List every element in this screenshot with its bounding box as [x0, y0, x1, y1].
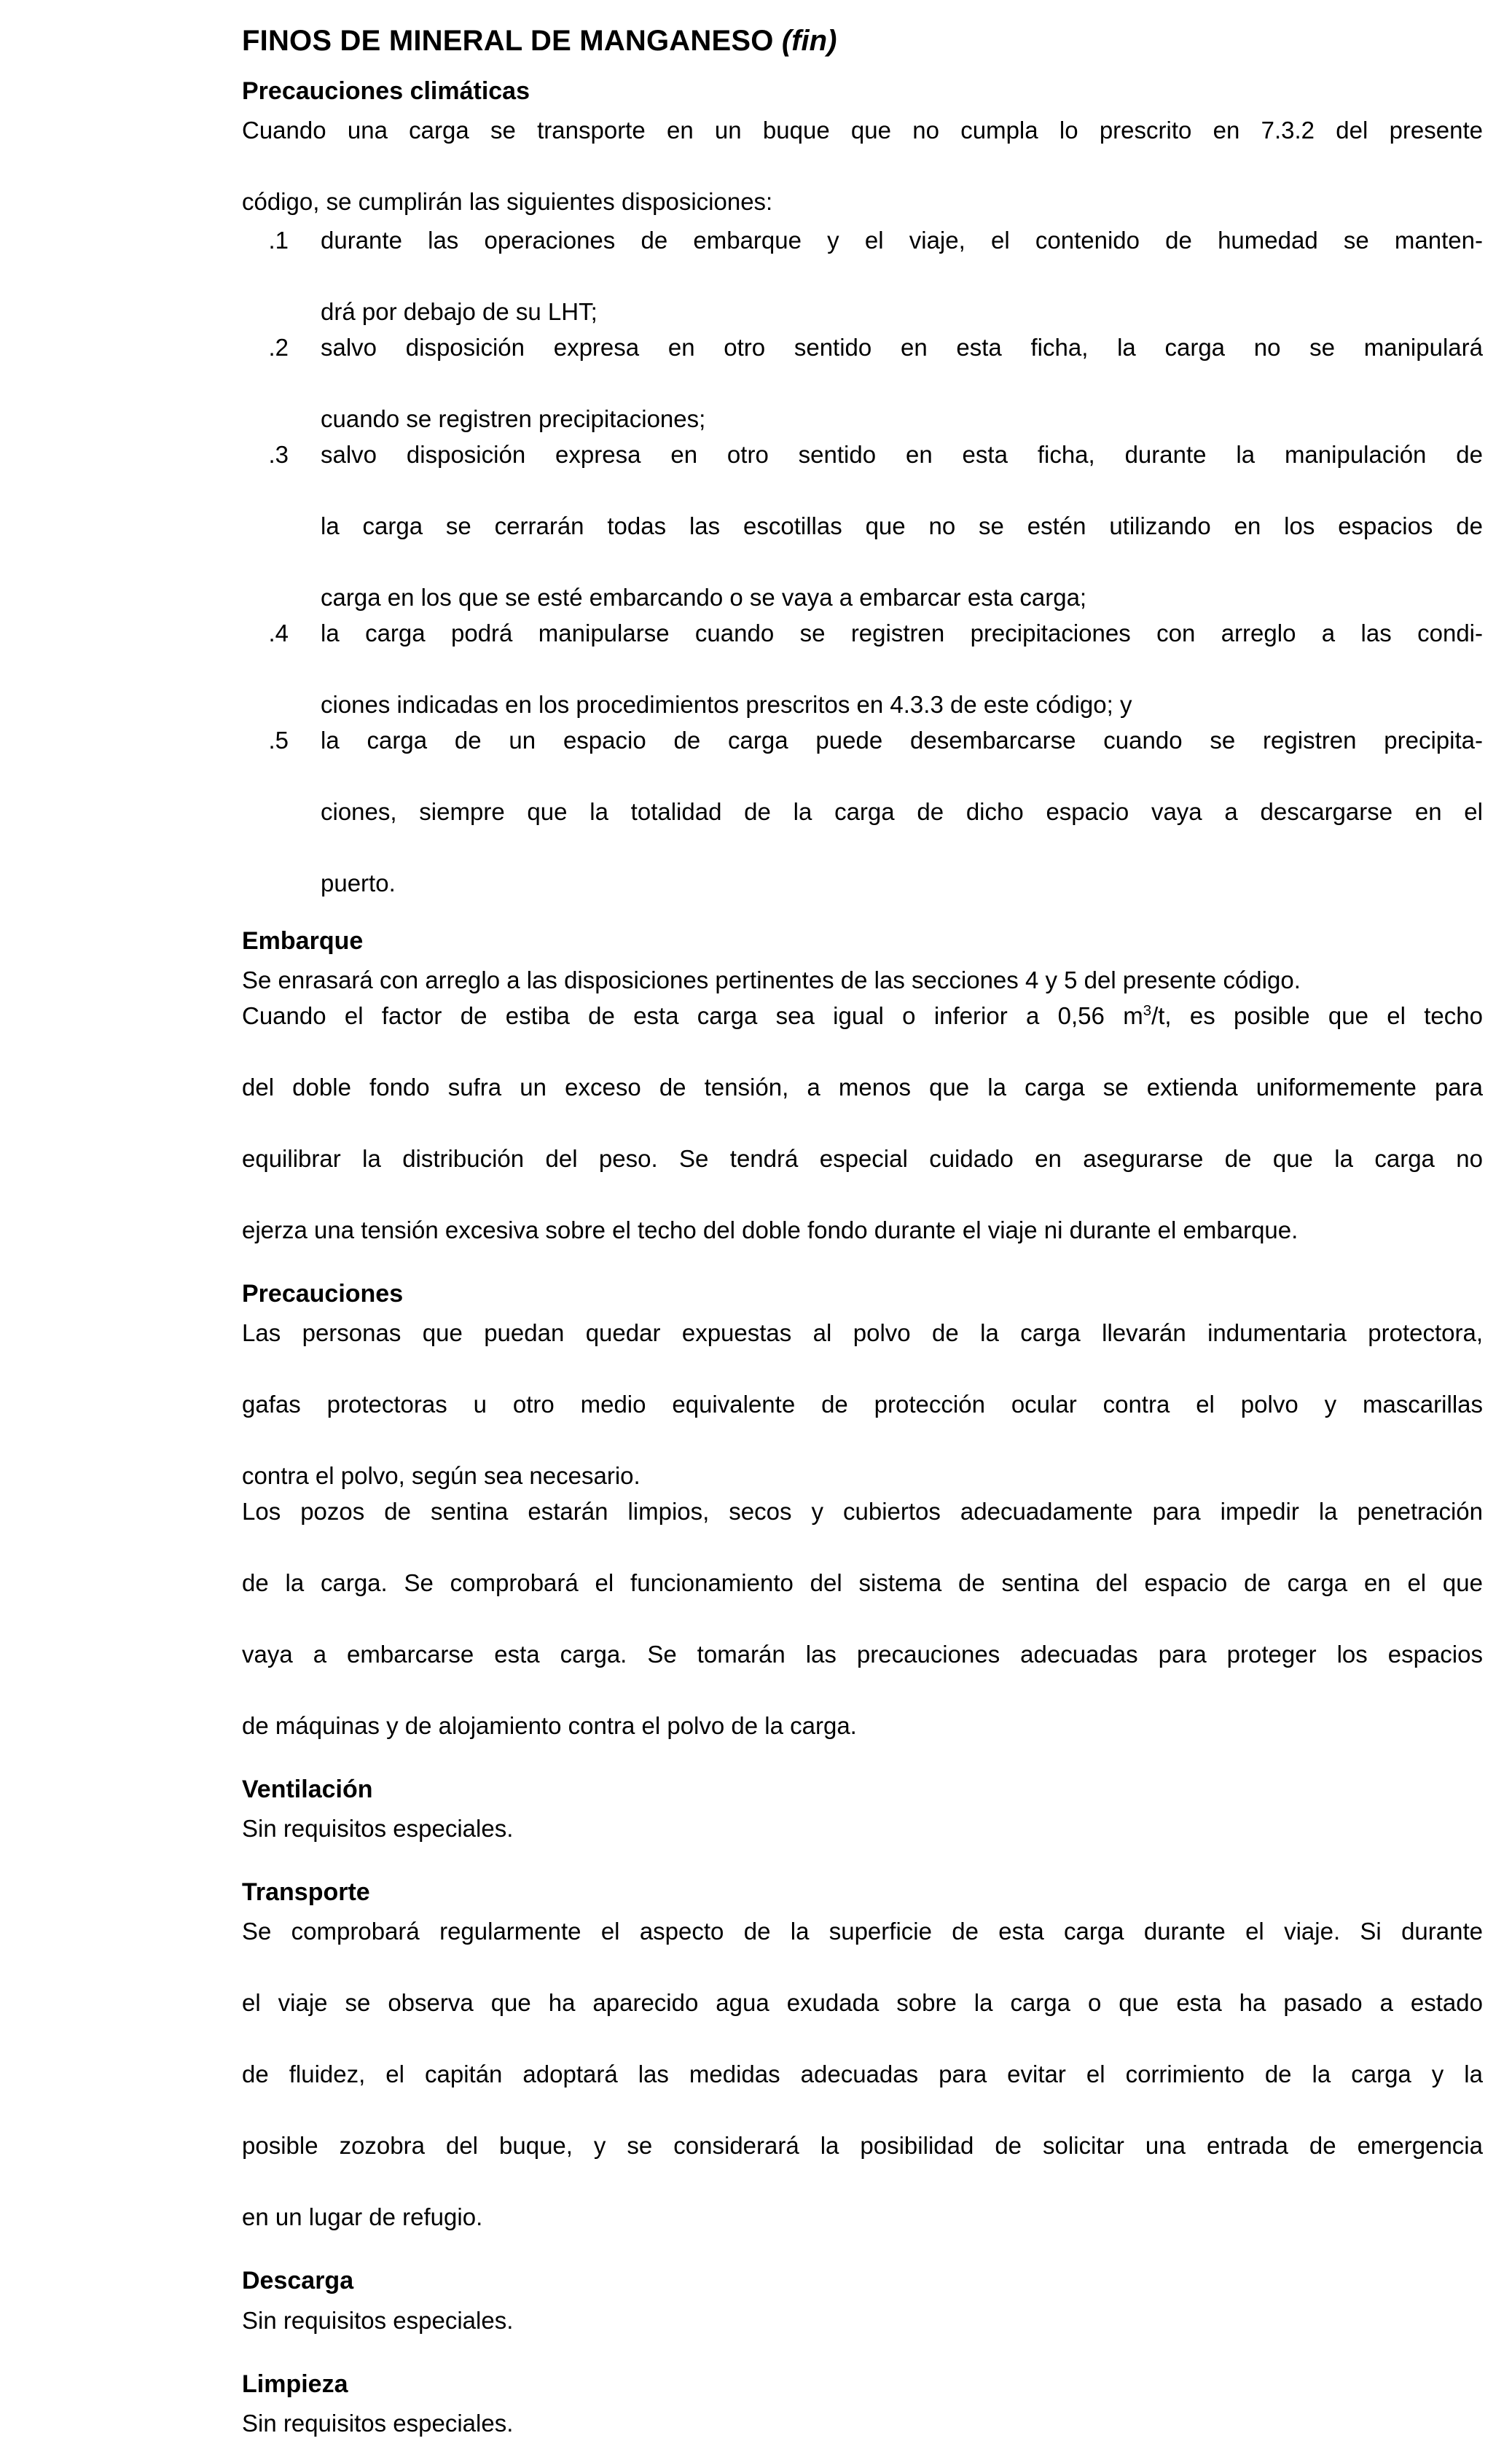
superscript-three: 3: [1143, 1002, 1152, 1020]
list-item-text: [321, 437, 1483, 615]
paragraph-transporte-1: [242, 1913, 1483, 2235]
section-heading-transporte: Transporte: [242, 1878, 370, 1907]
section-heading-descarga: Descarga: [242, 2267, 354, 2295]
text-line: salvo disposición expresa en otro sentido en esta ficha, durante la manipulación de: [321, 441, 1483, 469]
text-line: ejerza una tensión excesiva sobre el techo del doble fondo durante el viaje ni durante el embarque.: [242, 1216, 1298, 1244]
list-item-text: [321, 722, 1483, 901]
text-line: salvo disposición expresa en otro sentido en esta ficha, la carga no se manipulará: [321, 334, 1483, 362]
spacer: [242, 57, 1483, 77]
list-item-marker: .2: [268, 334, 289, 362]
spacer: [242, 2399, 1483, 2405]
list-item-marker: .4: [268, 620, 289, 647]
spacer: [242, 1308, 1483, 1315]
list-item: [242, 615, 1483, 722]
text-line: de máquinas y de alojamiento contra el polvo de la carga.: [242, 1712, 857, 1740]
text-line: ciones, siempre que la totalidad de la carga de dicho espacio vaya a descargarse en el: [321, 798, 1483, 826]
text-line: el viaje se observa que ha aparecido agua exudada sobre la carga o que esta ha pasado a estado: [242, 1989, 1483, 2017]
text-line: Los pozos de sentina estarán limpios, secos y cubiertos adecuadamente para impedir la penetración: [242, 1498, 1483, 1526]
list-item: [242, 222, 1483, 329]
spacer: [242, 1804, 1483, 1811]
list-item: [242, 722, 1483, 901]
spacer: [242, 1907, 1483, 1913]
list-item-marker: .5: [268, 727, 289, 754]
text-line: Las personas que puedan quedar expuestas al polvo de la carga llevarán indumentaria protectora,: [242, 1319, 1483, 1347]
text-line: la carga se cerrarán todas las escotillas que no se estén utilizando en los espacios de: [321, 512, 1483, 540]
paragraph-embarque-1: Se enrasará con arreglo a las disposiciones pertinentes de las secciones 4 y 5 del presente código.: [242, 966, 1301, 994]
text-line: vaya a embarcarse esta carga. Se tomarán las precauciones adecuadas para proteger los espacios: [242, 1641, 1483, 1668]
spacer: [242, 2338, 1483, 2370]
section-heading-ventilacion: Ventilación: [242, 1776, 373, 1804]
text-line: equilibrar la distribución del peso. Se tendrá especial cuidado en asegurarse de que la carga no: [242, 1145, 1483, 1173]
spacer: [242, 1743, 1483, 1776]
paragraph-precauciones-climaticas-intro: [242, 112, 1483, 219]
section-heading-limpieza: Limpieza: [242, 2370, 348, 2398]
list-item-text: [321, 222, 1483, 329]
text-line: la carga de un espacio de carga puede desembarcarse cuando se registren precipita-: [321, 727, 1483, 754]
page-content: [242, 25, 1483, 2441]
text-line: drá por debajo de su LHT;: [321, 298, 598, 326]
paragraph-ventilacion-1: Sin requisitos especiales.: [242, 1815, 514, 1843]
text-line: durante las operaciones de embarque y el viaje, el contenido de humedad se manten-: [321, 227, 1483, 254]
spacer: [242, 2235, 1483, 2267]
text-line: código, se cumplirán las siguientes disposiciones:: [242, 188, 773, 216]
text-line: del doble fondo sufra un exceso de tensión, a menos que la carga se extienda uniformemente para: [242, 1074, 1483, 1101]
list-item-marker: .1: [268, 227, 289, 254]
section-heading-embarque: Embarque: [242, 927, 364, 956]
text-line: gafas protectoras u otro medio equivalente de protección ocular contra el polvo y mascarillas: [242, 1391, 1483, 1418]
paragraph-embarque-2: [242, 998, 1483, 1248]
text-line: ciones indicadas en los procedimientos prescritos en 4.3.3 de este código; y: [321, 691, 1132, 719]
text-line: cuando se registren precipitaciones;: [321, 405, 706, 433]
text-line: [242, 998, 1483, 1069]
running-head-title: FINOS DE MINERAL DE MANGANESO: [242, 25, 774, 57]
spacer: [242, 1846, 1483, 1878]
spacer: [242, 956, 1483, 962]
list-item-text: [321, 615, 1483, 722]
text-line: posible zozobra del buque, y se considerará la posibilidad de solicitar una entrada de emergencia: [242, 2132, 1483, 2160]
text-line: Se comprobará regularmente el aspecto de la superficie de esta carga durante el viaje. Si durante: [242, 1918, 1483, 1945]
text-line: la carga podrá manipularse cuando se registren precipitaciones con arreglo a las condi-: [321, 620, 1483, 647]
spacer: [242, 901, 1483, 927]
spacer: [242, 106, 1483, 112]
text-line: de la carga. Se comprobará el funcionamiento del sistema de sentina del espacio de carga en el que: [242, 1569, 1483, 1597]
paragraph-descarga-1: Sin requisitos especiales.: [242, 2306, 514, 2334]
running-head: [242, 25, 1483, 57]
numbered-list-precauciones-climaticas: [242, 222, 1483, 901]
paragraph-precauciones-2: [242, 1493, 1483, 1743]
paragraph-precauciones-1: [242, 1315, 1483, 1493]
text-fragment: Cuando el factor de estiba de esta carga sea igual o inferior a 0,56 m: [242, 1002, 1143, 1030]
spacer: [242, 1248, 1483, 1280]
section-heading-precauciones-climaticas: Precauciones climáticas: [242, 77, 530, 105]
text-fragment: /t, es posible que el techo: [1151, 1002, 1483, 1030]
text-line: puerto.: [321, 870, 396, 897]
section-heading-precauciones: Precauciones: [242, 1280, 404, 1308]
list-item: [242, 437, 1483, 615]
list-item-marker: .3: [268, 441, 289, 469]
text-line: Cuando una carga se transporte en un buque que no cumpla lo prescrito en 7.3.2 del presente: [242, 117, 1483, 144]
text-line: en un lugar de refugio.: [242, 2203, 483, 2231]
text-line: carga en los que se esté embarcando o se vaya a embarcar esta carga;: [321, 584, 1087, 612]
paragraph-limpieza-1: Sin requisitos especiales.: [242, 2409, 514, 2437]
text-line: de fluidez, el capitán adoptará las medidas adecuadas para evitar el corrimiento de la carga y la: [242, 2061, 1483, 2088]
list-item-text: [321, 329, 1483, 437]
text-line: contra el polvo, según sea necesario.: [242, 1462, 641, 1490]
running-head-continuation: (fin): [781, 25, 837, 57]
list-item: [242, 329, 1483, 437]
spacer: [242, 2296, 1483, 2303]
